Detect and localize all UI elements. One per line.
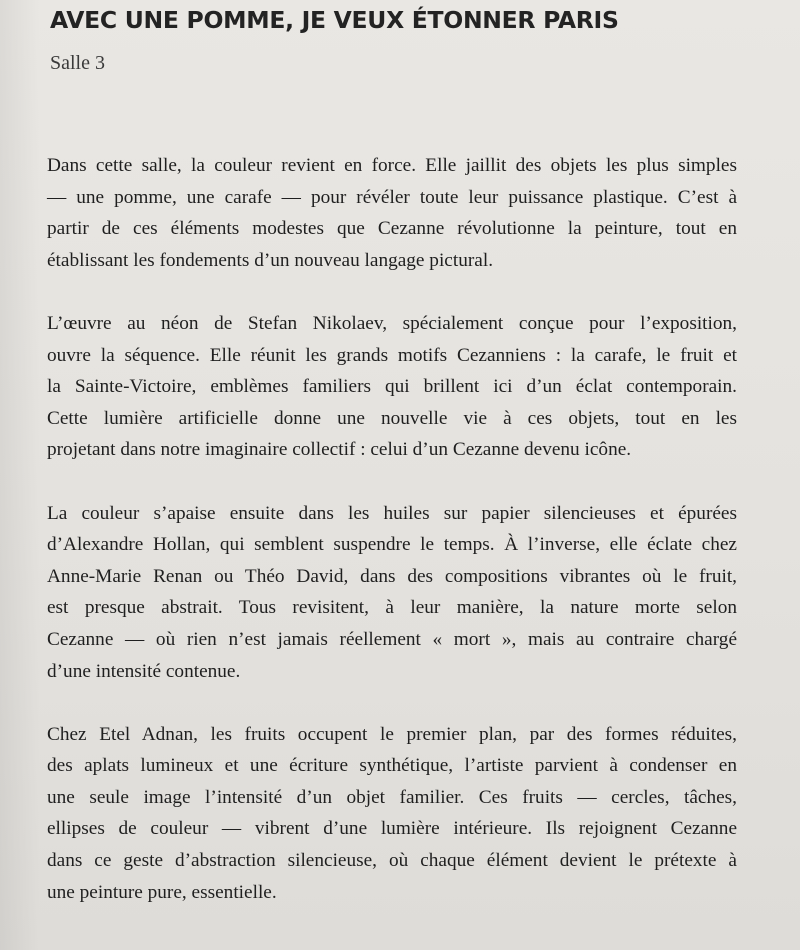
text-line: ouvre la séquence. Elle réunit les grands motifs Cezanniens : la carafe, le fruit et [47,344,737,366]
body-text [47,150,737,940]
text-line: Cezanne — où rien n’est jamais réellement « mort », mais au contraire chargé [47,628,737,650]
text-line: projetant dans notre imaginaire collectif : celui d’un Cezanne devenu icône. [47,439,632,461]
text-line: La couleur s’apaise ensuite dans les huiles sur papier silencieuses et épurées [47,502,737,524]
text-line: Cette lumière artificielle donne une nouvelle vie à ces objets, tout en les [47,407,737,429]
text-line: d’Alexandre Hollan, qui semblent suspendre le temps. À l’inverse, elle éclate chez [47,534,737,556]
text-line: ellipses de couleur — vibrent d’une lumière intérieure. Ils rejoignent Cezanne [47,818,737,840]
paragraph-1 [47,150,737,276]
text-line: des aplats lumineux et une écriture synthétique, l’artiste parvient à condenser en [47,755,737,777]
paragraph-3 [47,498,737,688]
text-line: Anne-Marie Renan ou Théo David, dans des compositions vibrantes où le fruit, [47,565,737,587]
text-line: — une pomme, une carafe — pour révéler toute leur puissance plastique. C’est à [47,186,737,208]
text-line: la Sainte-Victoire, emblèmes familiers qui brillent ici d’un éclat contemporain. [47,376,737,398]
text-line: une seule image l’intensité d’un objet familier. Ces fruits — cercles, tâches, [47,786,737,808]
text-line: établissant les fondements d’un nouveau langage pictural. [47,249,494,271]
text-line: partir de ces éléments modestes que Cezanne révolutionne la peinture, tout en [47,218,737,240]
room-subtitle: Salle 3 [50,52,105,74]
text-line: dans ce geste d’abstraction silencieuse, où chaque élément devient le prétexte à [47,850,737,872]
text-line: d’une intensité contenue. [47,660,241,682]
paragraph-2 [47,308,737,466]
text-line: Chez Etel Adnan, les fruits occupent le premier plan, par des formes réduites, [47,723,737,745]
text-line: L’œuvre au néon de Stefan Nikolaev, spécialement conçue pour l’exposition, [47,312,737,334]
text-line: est presque abstrait. Tous revisitent, à leur manière, la nature morte selon [47,597,737,619]
page-title: AVEC UNE POMME, JE VEUX ÉTONNER PARIS [50,6,619,34]
paragraph-4 [47,719,737,909]
page-shadow [0,0,40,950]
text-line: Dans cette salle, la couleur revient en force. Elle jaillit des objets les plus simples [47,155,737,176]
text-line: une peinture pure, essentielle. [47,881,277,903]
